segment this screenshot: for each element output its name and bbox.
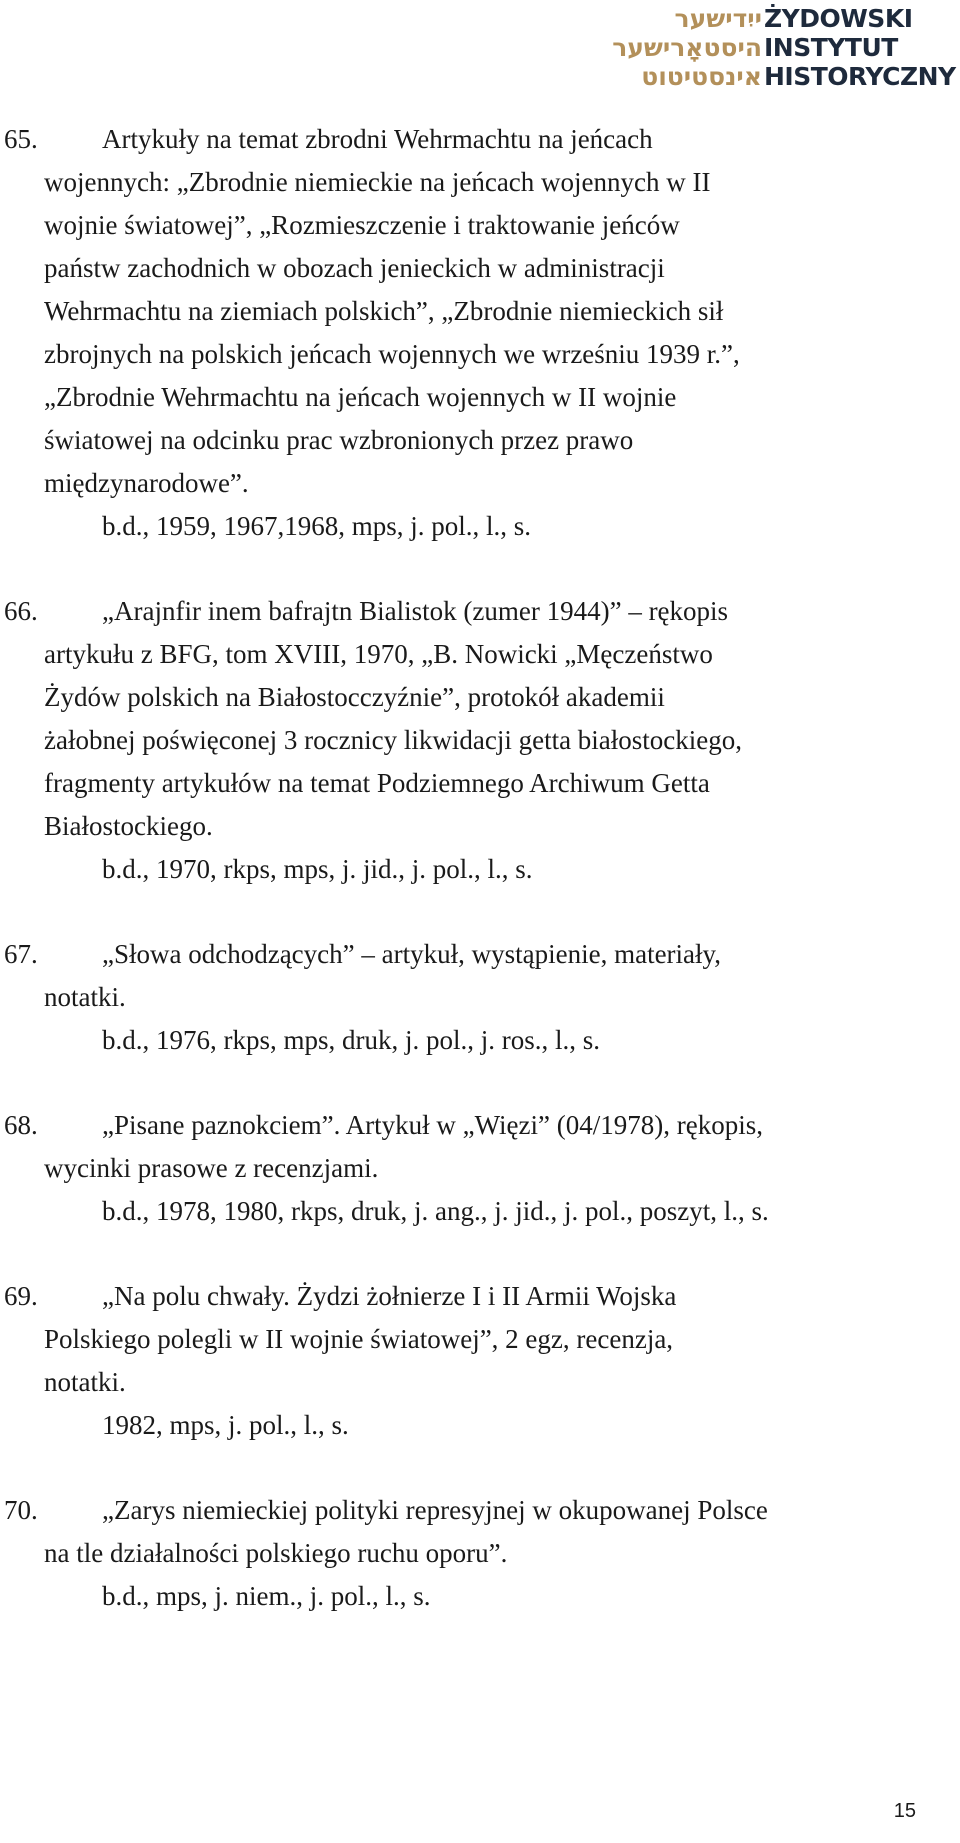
page-number: 15 — [893, 1800, 916, 1822]
entry-number: 67. — [4, 939, 38, 969]
entry-line: państw zachodnich w obozach jenieckich w administracji — [44, 253, 665, 283]
catalog-entry — [0, 1275, 960, 1447]
entry-meta: b.d., 1976, rkps, mps, druk, j. pol., j. ros., l., s. — [102, 1025, 601, 1055]
entry-line: „Słowa odchodzących” – artykuł, wystąpienie, materiały, — [102, 939, 722, 969]
entry-line: „Pisane paznokciem”. Artykuł w „Więzi” (04/1978), rękopis, — [102, 1110, 763, 1140]
entry-line: na tle działalności polskiego ruchu oporu”. — [44, 1538, 508, 1568]
catalog-entries — [0, 118, 960, 1660]
entry-line: artykułu z BFG, tom XVIII, 1970, „B. Nowicki „Męczeństwo — [44, 639, 713, 669]
entry-line: wycinki prasowe z recenzjami. — [44, 1153, 379, 1183]
entry-line: międzynarodowe”. — [44, 468, 249, 498]
entry-line: notatki. — [44, 1367, 126, 1397]
entry-line: „Zarys niemieckiej polityki represyjnej w okupowanej Polsce — [102, 1495, 768, 1525]
catalog-entry — [0, 933, 960, 1062]
entry-line: fragmenty artykułów na temat Podziemnego Archiwum Getta — [44, 768, 710, 798]
catalog-entry — [0, 1104, 960, 1233]
entry-meta: b.d., mps, j. niem., j. pol., l., s. — [102, 1581, 431, 1611]
logo-polish-line: HISTORYCZNY — [764, 62, 956, 91]
catalog-entry — [0, 118, 960, 548]
entry-number: 70. — [4, 1495, 38, 1525]
entry-line: wojnie światowej”, „Rozmieszczenie i traktowanie jeńców — [44, 210, 680, 240]
catalog-entry — [0, 590, 960, 891]
entry-line: Wehrmachtu na ziemiach polskich”, „Zbrodnie niemieckich sił — [44, 296, 724, 326]
entry-number: 65. — [4, 124, 38, 154]
entry-meta: b.d., 1959, 1967,1968, mps, j. pol., l., s. — [102, 511, 532, 541]
entry-number: 66. — [4, 596, 38, 626]
logo-yiddish-line: אינסטיטוט — [641, 62, 762, 91]
entry-line: „Zbrodnie Wehrmachtu na jeńcach wojennych w II wojnie — [44, 382, 677, 412]
entry-line: zbrojnych na polskich jeńcach wojennych we wrześniu 1939 r.”, — [44, 339, 740, 369]
entry-line: Białostockiego. — [44, 811, 213, 841]
entry-number: 69. — [4, 1281, 38, 1311]
logo-polish-line: ŻYDOWSKI — [764, 4, 913, 33]
logo-polish-text — [764, 4, 956, 91]
logo-yiddish-line: ייִדישער — [674, 4, 762, 33]
entry-line: „Arajnfir inem bafrajtn Bialistok (zumer 1944)” – rękopis — [102, 596, 729, 626]
entry-line: „Na polu chwały. Żydzi żołnierze I i II Armii Wojska — [102, 1281, 677, 1311]
entry-line: Artykuły na temat zbrodni Wehrmachtu na jeńcach — [102, 124, 653, 154]
entry-meta: b.d., 1978, 1980, rkps, druk, j. ang., j. jid., j. pol., poszyt, l., s. — [102, 1196, 769, 1226]
entry-number: 68. — [4, 1110, 38, 1140]
entry-line: Polskiego polegli w II wojnie światowej”, 2 egz, recenzja, — [44, 1324, 674, 1354]
entry-meta: b.d., 1970, rkps, mps, j. jid., j. pol., l., s. — [102, 854, 533, 884]
entry-line: żałobnej poświęconej 3 rocznicy likwidacji getta białostockiego, — [44, 725, 743, 755]
logo-yiddish-line: היסטאָרישער — [612, 33, 762, 62]
entry-line: notatki. — [44, 982, 126, 1012]
entry-line: światowej na odcinku prac wzbronionych przez prawo — [44, 425, 634, 455]
entry-line: Żydów polskich na Białostocczyźnie”, protokół akademii — [44, 682, 665, 712]
institute-logo — [532, 4, 956, 92]
entry-meta: 1982, mps, j. pol., l., s. — [102, 1410, 349, 1440]
logo-polish-line: INSTYTUT — [764, 33, 898, 62]
catalog-entry — [0, 1489, 960, 1618]
logo-yiddish-text — [537, 4, 762, 91]
entry-line: wojennych: „Zbrodnie niemieckie na jeńcach wojennych w II — [44, 167, 711, 197]
